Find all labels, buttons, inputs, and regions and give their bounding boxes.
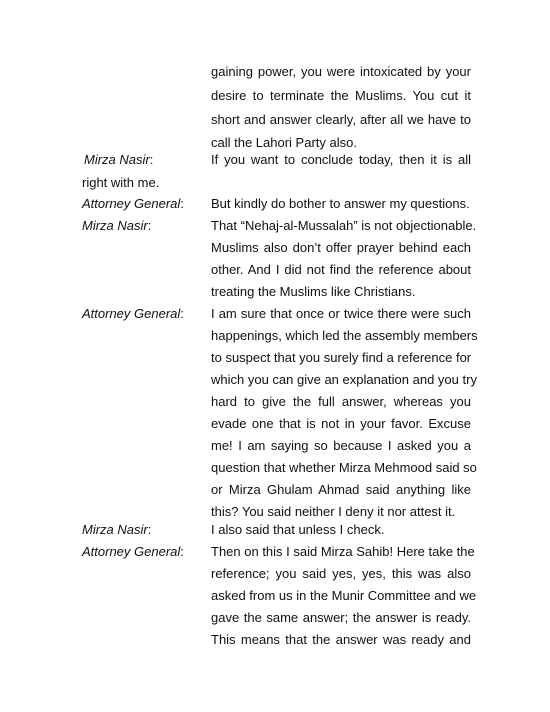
text-line: asked from us in the Munir Committee and we	[211, 588, 477, 603]
text-line: call the Lahori Party also.	[211, 135, 357, 150]
text-line: right with me.	[82, 175, 160, 190]
speaker-name: Mirza Nasir	[82, 522, 148, 537]
text-line: If you want to conclude today, then it is all	[211, 152, 471, 167]
text-line: short and answer clearly, after all we have to	[211, 112, 471, 127]
text-line: or Mirza Ghulam Ahmad said anything like	[211, 482, 471, 497]
text-line: which you can give an explanation and you try	[211, 372, 477, 387]
speaker-label: Mirza Nasir:	[82, 522, 152, 537]
text-line: to suspect that you surely find a reference for	[211, 350, 472, 365]
text-line: That “Nehaj-al-Mussalah” is not objectionable.	[211, 218, 477, 233]
speaker-name: Mirza Nasir	[82, 218, 148, 233]
text-line: evade one that is not in your favor. Excuse	[211, 416, 471, 431]
text-line: treating the Muslims like Christians.	[211, 284, 416, 299]
speaker-label: Attorney General:	[82, 196, 184, 211]
text-line: This means that the answer was ready and	[211, 632, 471, 647]
speaker-label: Attorney General:	[82, 544, 184, 559]
text-line: desire to terminate the Muslims. You cut it	[211, 88, 471, 103]
text-line: gaining power, you were intoxicated by your	[211, 64, 471, 79]
speaker-label: Mirza Nasir:	[84, 152, 154, 167]
text-line: I am sure that once or twice there were such	[211, 306, 471, 321]
speaker-name: Attorney General	[82, 196, 181, 211]
text-line: this? You said neither I deny it nor attest it.	[211, 504, 456, 519]
speaker-label: Attorney General:	[82, 306, 184, 321]
text-line: gave the same answer; the answer is ready.	[211, 610, 471, 625]
text-line: question that whether Mirza Mehmood said so	[211, 460, 477, 475]
text-line: Muslims also don’t offer prayer behind each	[211, 240, 471, 255]
text-line: me! I am saying so because I asked you a	[211, 438, 471, 453]
text-line: other. And I did not find the reference about	[211, 262, 471, 277]
text-line: happenings, which led the assembly members	[211, 328, 478, 343]
text-line: hard to give the full answer, whereas you	[211, 394, 471, 409]
text-line: Then on this I said Mirza Sahib! Here take the	[211, 544, 475, 559]
text-line: reference; you said yes, yes, this was also	[211, 566, 471, 581]
speaker-name: Attorney General	[82, 306, 181, 321]
speaker-name: Mirza Nasir	[84, 152, 150, 167]
text-line: But kindly do bother to answer my questions.	[211, 196, 470, 211]
speaker-name: Attorney General	[82, 544, 181, 559]
speaker-label: Mirza Nasir:	[82, 218, 152, 233]
text-line: I also said that unless I check.	[211, 522, 385, 537]
